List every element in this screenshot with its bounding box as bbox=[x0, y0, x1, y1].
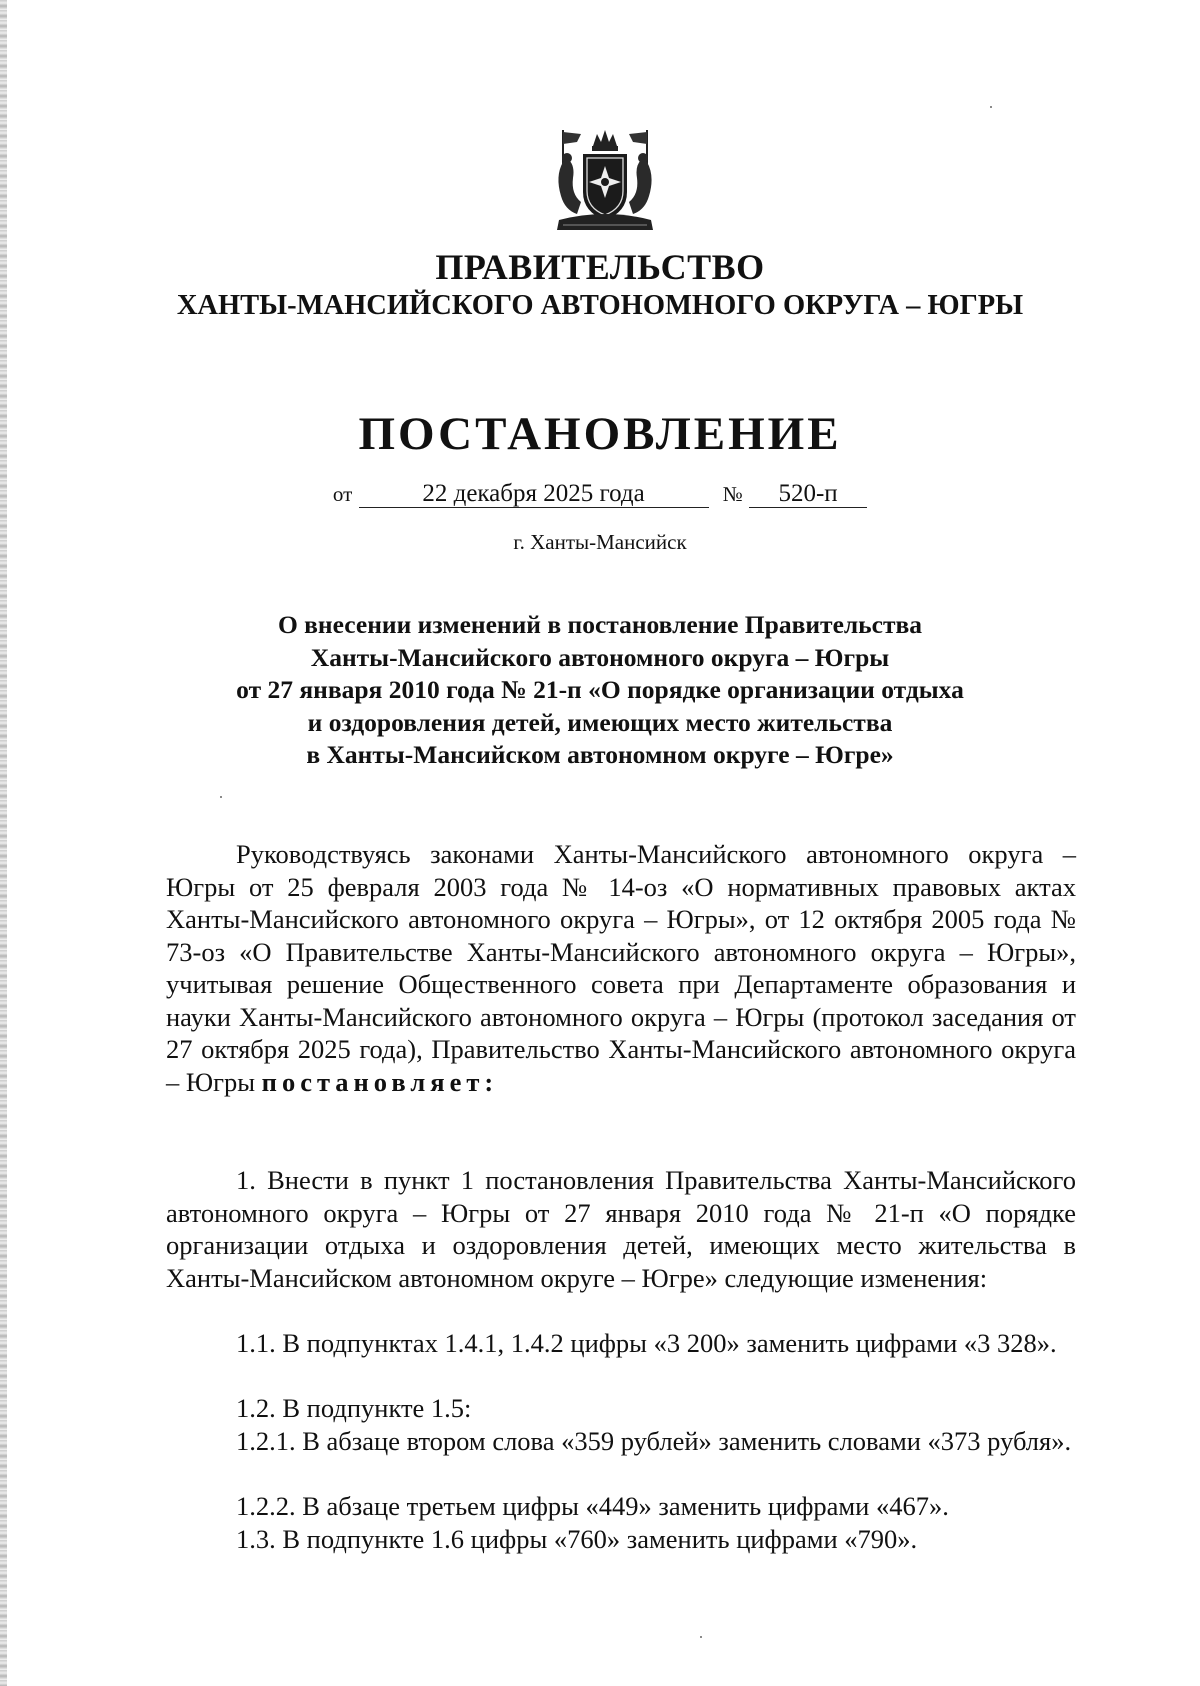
title-line: Ханты-Мансийского автономного округа – Югры bbox=[310, 642, 890, 672]
scan-speck bbox=[700, 1636, 702, 1638]
date-number-line bbox=[0, 480, 1200, 508]
city: г. Ханты-Мансийск bbox=[513, 530, 687, 554]
resolves-word: постановляет: bbox=[261, 1066, 499, 1097]
item-1-3: 1.3. В подпункте 1.6 цифры «760» заменить цифрами «790». bbox=[236, 1524, 918, 1554]
document-title bbox=[150, 609, 1050, 772]
title-line: в Ханты-Мансийском автономном округе – Югре» bbox=[306, 740, 894, 769]
document-date: 22 декабря 2025 года bbox=[359, 481, 709, 508]
scan-speck bbox=[990, 106, 992, 108]
number-prefix: № bbox=[722, 482, 743, 506]
scan-speck bbox=[220, 796, 222, 798]
item-1-2: 1.2. В подпункте 1.5: bbox=[236, 1393, 472, 1423]
item-1: 1. Внести в пункт 1 постановления Правительства Ханты-Мансийского автономного округа – Югры от 27 января 2010 года № 21-п «О порядке организации отдыха и оздоровления детей, имеющих место жительства в Ханты-Мансийском автономном округе – Югре» следующие изменения: bbox=[166, 1165, 1076, 1293]
coat-of-arms-emblem bbox=[549, 126, 661, 234]
document-type: ПОСТАНОВЛЕНИЕ bbox=[358, 408, 842, 460]
item-1-1: 1.1. В подпунктах 1.4.1, 1.4.2 цифры «3 200» заменить цифрами «3 328». bbox=[236, 1328, 1057, 1358]
preamble-paragraph bbox=[166, 838, 1076, 1098]
document-number: 520-п bbox=[749, 481, 867, 508]
item-1-2-2: 1.2.2. В абзаце третьем цифры «449» заменить цифрами «467». bbox=[236, 1491, 949, 1521]
date-prefix: от bbox=[332, 482, 353, 506]
item-1-2-1: 1.2.1. В абзаце втором слова «359 рублей» заменить словами «373 рубля». bbox=[236, 1426, 1072, 1456]
preamble-text: Руководствуясь законами Ханты-Мансийского автономного округа – Югры от 25 февраля 2003 года № 14-оз «О нормативных правовых актах Ханты-Мансийского автономного округа – Югры», от 12 октября 2005 года № 73-оз «О Правительстве Ханты-Мансийского автономного округа – Югры», учитывая решение Общественного совета при Департаменте образования и науки Ханты-Мансийского автономного округа – Югры (протокол заседания от 27 октября 2025 года), Правительство Ханты-Мансийского автономного округа – Югры bbox=[166, 839, 1076, 1097]
government-subtitle: ХАНТЫ-МАНСИЙСКОГО АВТОНОМНОГО ОКРУГА – ЮГРЫ bbox=[176, 290, 1024, 321]
title-line: О внесении изменений в постановление Правительства bbox=[277, 610, 923, 639]
government-title: ПРАВИТЕЛЬСТВО bbox=[435, 247, 765, 287]
title-line: и оздоровления детей, имеющих место жительства bbox=[307, 707, 893, 737]
title-line: от 27 января 2010 года № 21-п «О порядке организации отдыха bbox=[236, 675, 964, 704]
